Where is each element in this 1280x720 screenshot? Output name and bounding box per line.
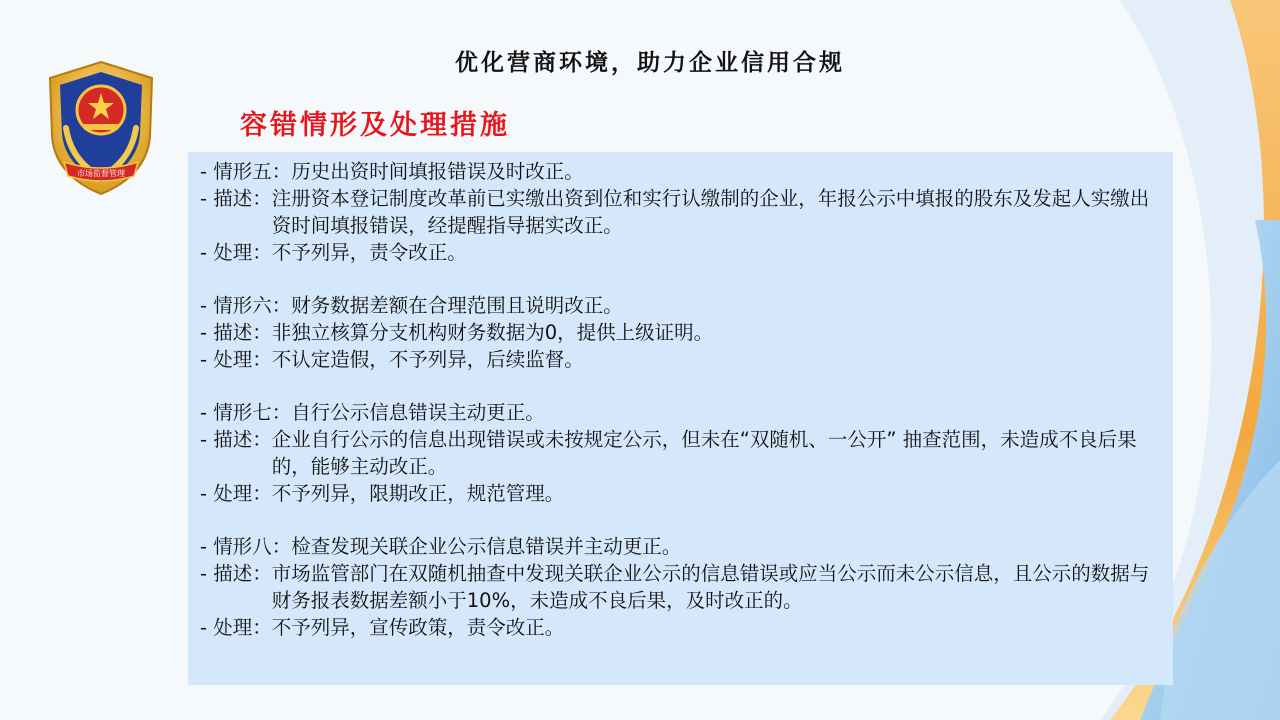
situation-text: 财务数据差额在合理范围且说明改正。 <box>291 294 623 317</box>
section-title: 容错情形及处理措施 <box>240 110 510 141</box>
description-item <box>200 185 1165 239</box>
handling-label: - 处理： <box>200 241 272 264</box>
handling-text: 不予列异，限期改正，规范管理。 <box>271 482 565 505</box>
description-item <box>200 319 1165 346</box>
situation-label: - 情形八： <box>200 535 292 558</box>
situation-text: 自行公示信息错误主动更正。 <box>291 401 545 424</box>
situation-item <box>200 533 1165 560</box>
description-text: 注册资本登记制度改革前已实缴出资到位和实行认缴制的企业，年报公示中填报的股东及发起人实缴出资时间填报错误，经提醒指导据实改正。 <box>271 187 1150 237</box>
description-text: 企业自行公示的信息出现错误或未按规定公示，但未在“双随机、一公开” 抽查范围，未造成不良后果的，能够主动改正。 <box>271 428 1137 478</box>
handling-item <box>200 480 1165 507</box>
description-label: - 描述： <box>200 187 272 210</box>
market-supervision-emblem-icon <box>36 58 166 198</box>
description-label: - 描述： <box>200 428 272 451</box>
situation-item <box>200 292 1165 319</box>
situation-text: 历史出资时间填报错误及时改正。 <box>291 160 584 183</box>
situation-item <box>200 399 1165 426</box>
description-text: 市场监管部门在双随机抽查中发现关联企业公示的信息错误或应当公示而未公示信息，且公示的数据与财务报表数据差额小于10%，未造成不良后果，及时改正的。 <box>271 562 1150 612</box>
handling-item <box>200 239 1165 266</box>
handling-item <box>200 614 1165 641</box>
handling-label: - 处理： <box>200 482 272 505</box>
description-text: 非独立核算分支机构财务数据为0，提供上级证明。 <box>271 321 714 344</box>
description-label: - 描述： <box>200 321 272 344</box>
content-panel <box>188 152 1173 685</box>
situation-label: - 情形五： <box>200 160 292 183</box>
handling-label: - 处理： <box>200 616 272 639</box>
handling-text: 不认定造假，不予列异，后续监督。 <box>271 348 584 371</box>
handling-text: 不予列异，宣传政策，责令改正。 <box>271 616 565 639</box>
situation-label: - 情形六： <box>200 294 292 317</box>
handling-item <box>200 346 1165 373</box>
description-item <box>200 560 1165 614</box>
handling-text: 不予列异，责令改正。 <box>271 241 467 264</box>
situation-text: 检查发现关联企业公示信息错误并主动更正。 <box>291 535 682 558</box>
handling-label: - 处理： <box>200 348 272 371</box>
situation-label: - 情形七： <box>200 401 292 424</box>
situation-item <box>200 158 1165 185</box>
description-item <box>200 426 1165 480</box>
description-label: - 描述： <box>200 562 272 585</box>
page-title: 优化营商环境，助力企业信用合规 <box>455 50 845 76</box>
svg-text:市场监督管理: 市场监督管理 <box>77 169 125 178</box>
